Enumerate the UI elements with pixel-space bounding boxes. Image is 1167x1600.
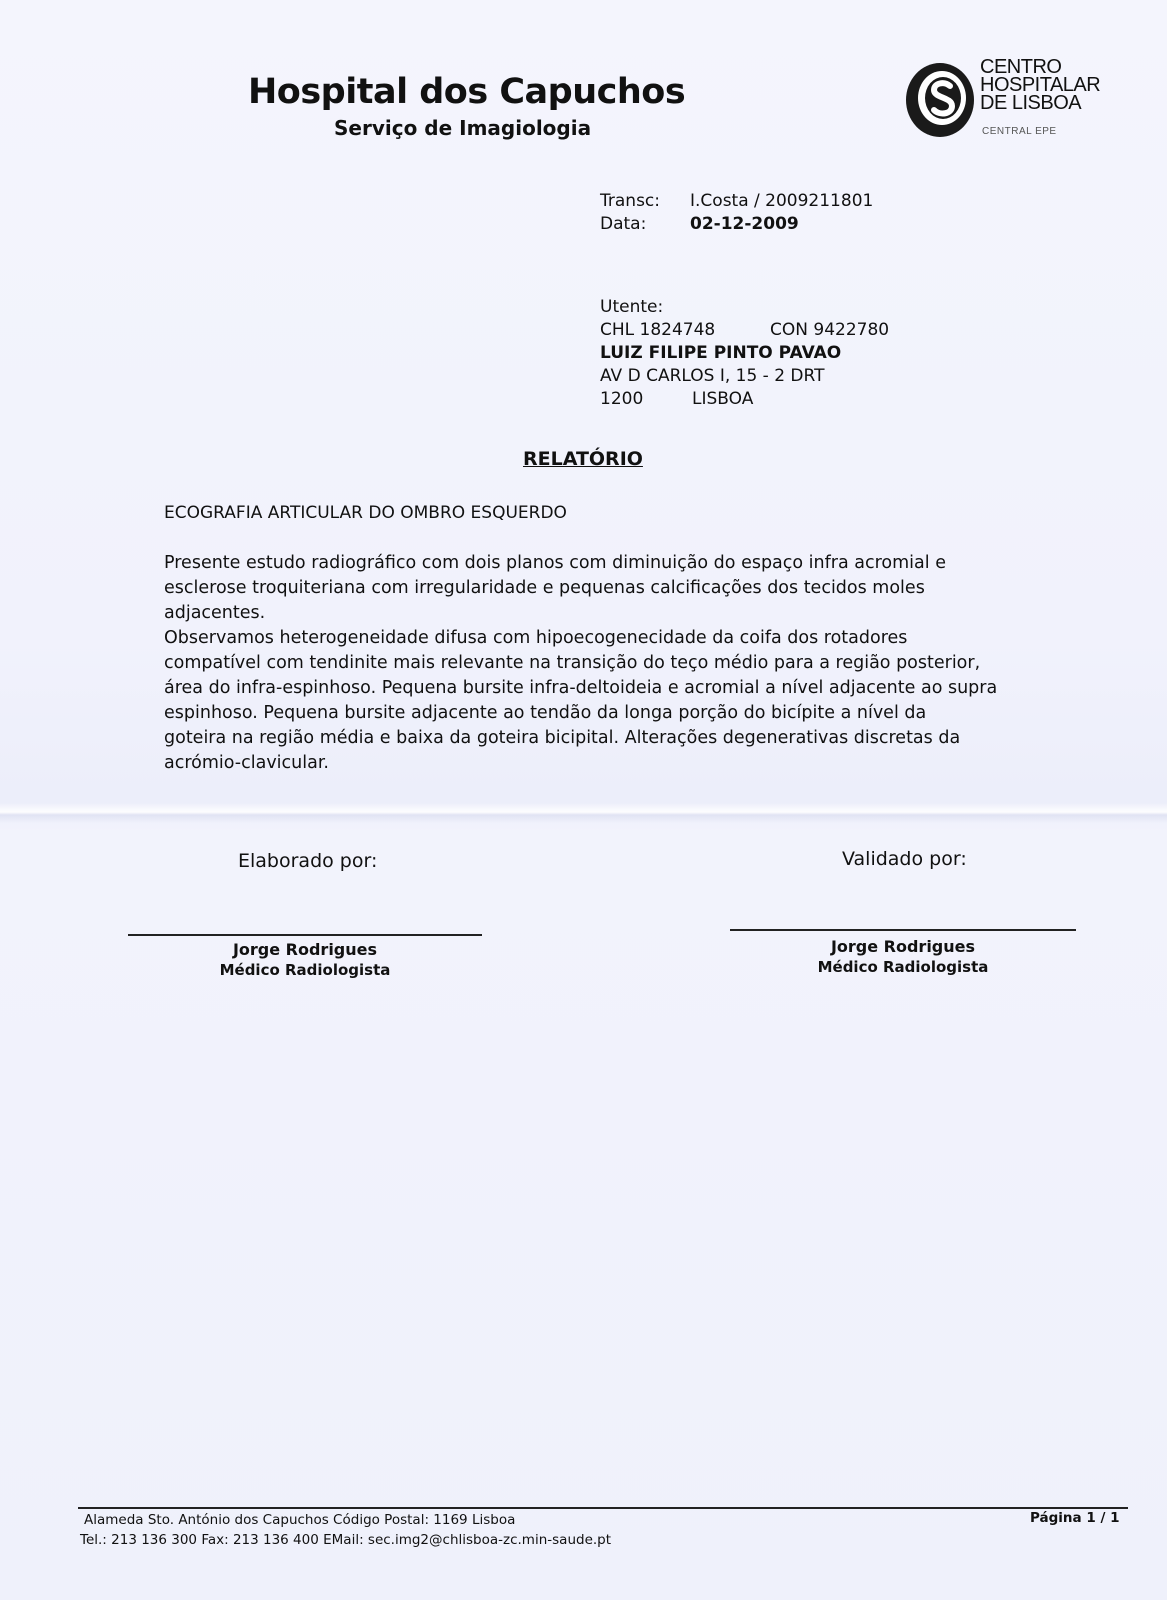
date-value: 02-12-2009 bbox=[690, 214, 799, 234]
validated-by-name: Jorge Rodrigues bbox=[830, 937, 976, 956]
validated-by-role: Médico Radiologista bbox=[817, 958, 989, 976]
report-title: RELATÓRIO bbox=[523, 448, 643, 470]
transc-value: I.Costa / 2009211801 bbox=[690, 191, 874, 211]
prepared-by-label: Elaborado por: bbox=[238, 850, 378, 872]
chl-logo-icon bbox=[904, 60, 976, 140]
hospital-logo bbox=[904, 58, 1104, 148]
footer-address-block bbox=[80, 1510, 612, 1550]
footer-divider bbox=[78, 1507, 1128, 1509]
validated-by-label: Validado por: bbox=[842, 848, 967, 870]
patient-postal-code: 1200 bbox=[600, 389, 644, 409]
hospital-name: Hospital dos Capuchos bbox=[248, 72, 686, 112]
transc-label: Transc: bbox=[600, 191, 660, 211]
paper-fold bbox=[0, 803, 1167, 823]
footer-contacts: Tel.: 213 136 300 Fax: 213 136 400 EMail: sec.img2@chlisboa-zc.min-saude.pt bbox=[80, 1532, 612, 1548]
logo-line-1: CENTRO bbox=[980, 56, 1062, 78]
date-row bbox=[600, 213, 873, 236]
patient-address: AV D CARLOS I, 15 - 2 DRT bbox=[600, 366, 825, 386]
logo-line-3: DE LISBOA bbox=[980, 92, 1082, 114]
logo-subtitle: CENTRAL EPE bbox=[982, 126, 1057, 137]
prepared-by-signer bbox=[128, 939, 482, 981]
exam-title: ECOGRAFIA ARTICULAR DO OMBRO ESQUERDO bbox=[164, 503, 567, 523]
prepared-signature-line bbox=[128, 934, 482, 936]
page-number: Página 1 / 1 bbox=[1030, 1510, 1120, 1526]
date-label: Data: bbox=[600, 214, 647, 234]
validated-by-signer bbox=[730, 936, 1076, 978]
patient-con: CON 9422780 bbox=[770, 320, 890, 340]
patient-chl: CHL 1824748 bbox=[600, 320, 716, 340]
report-body bbox=[164, 551, 1044, 776]
logo-text bbox=[980, 58, 1100, 112]
patient-name: LUIZ FILIPE PINTO PAVAO bbox=[600, 343, 842, 363]
patient-city: LISBOA bbox=[692, 389, 754, 409]
transc-row bbox=[600, 190, 873, 213]
validated-signature-line bbox=[730, 929, 1076, 931]
patient-label: Utente: bbox=[600, 297, 664, 317]
transcription-info bbox=[600, 190, 873, 236]
prepared-by-role: Médico Radiologista bbox=[219, 961, 391, 979]
report-paragraph-1: Presente estudo radiográfico com dois planos com diminuição do espaço infra acromial e esclerose troquiteriana com irregularidade e pequenas calcificações dos tecidos moles adjacentes. bbox=[164, 553, 946, 623]
patient-block bbox=[600, 296, 889, 411]
service-name: Serviço de Imagiologia bbox=[334, 116, 592, 140]
prepared-by-name: Jorge Rodrigues bbox=[232, 940, 378, 959]
report-paragraph-2: Observamos heterogeneidade difusa com hipoecogenecidade da coifa dos rotadores compatível com tendinite mais relevante na transição do teço médio para a região posterior, área do infra-espinhoso. Pequena bursite infra-deltoideia e acromial a nível adjacente ao supra espinhoso. Pequena bursite adjacente ao tendão da longa porção do bicípite a nível da goteira na região média e baixa da goteira bicipital. Alterações degenerativas discretas da acrómio-clavicular. bbox=[164, 628, 998, 773]
patient-locality bbox=[600, 388, 889, 411]
logo-line-2: HOSPITALAR bbox=[980, 74, 1101, 96]
patient-ids bbox=[600, 319, 889, 342]
footer-address: Alameda Sto. António dos Capuchos Código Postal: 1169 Lisboa bbox=[84, 1512, 516, 1528]
